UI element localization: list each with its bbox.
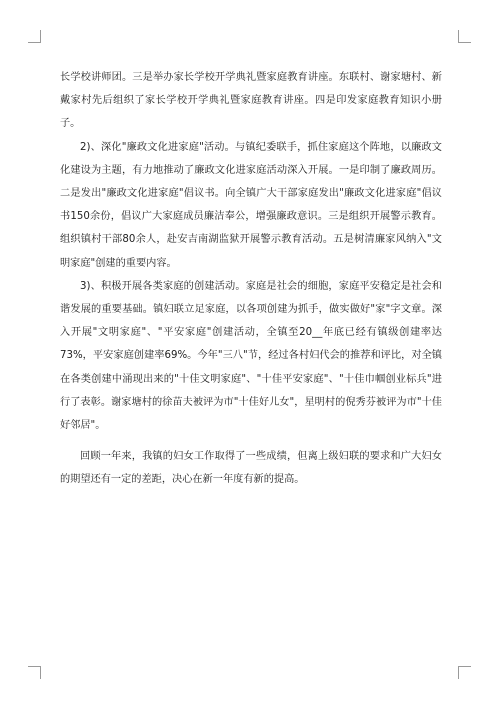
document-body — [60, 66, 442, 492]
crop-mark-bottom-left — [28, 666, 41, 679]
crop-mark-bottom-right — [458, 666, 471, 679]
crop-mark-top-right — [458, 30, 471, 43]
paragraph-family-creation: 3)、积极开展各类家庭的创建活动。家庭是社会的细胞，家庭平安稳定是社会和谐发展的重要基础。镇妇联立足家庭，以各项创建为抓手，做实做好"家"字文章。深入开展"文明家庭"、"平安家庭"创建活动，全镇至20__年底已经有镇级创建率达73%，平安家庭创建率69%。今年"三八"节，经过各村妇代会的推荐和评比，对全镇在各类创建中涌现出来的"十佳文明家庭"、"十佳平安家庭"、"十佳巾帼创业标兵"进行了表彰。谢家塘村的徐苗夫被评为市"十佳好儿女"，星明村的倪秀芬被评为市"十佳好邻居"。 — [60, 280, 442, 432]
paragraph-review: 回顾一年来，我镇的妇女工作取得了一些成绩，但离上级妇联的要求和广大妇女的期望还有一定的差距，决心在新一年度有新的提高。 — [60, 451, 442, 486]
crop-mark-top-left — [28, 30, 41, 43]
paragraph-integrity-culture: 2)、深化"廉政文化进家庭"活动。与镇纪委联手，抓住家庭这个阵地，以廉政文化建设为主题，有力地推动了廉政文化进家庭活动深入开展。一是印制了廉政周历。二是发出"廉政文化进家庭"倡议书。向全镇广大干部家庭发出"廉政文化进家庭"倡议书150余份，倡议广大家庭成员廉洁奉公，增强廉政意识。三是组织开展警示教育。组织镇村干部80余人，赴安吉南湖监狱开展警示教育活动。五是树清廉家风纳入"文明家庭"创建的重要内容。 — [60, 141, 442, 269]
paragraph-continuation: 长学校讲师团。三是举办家长学校开学典礼暨家庭教育讲座。东联村、谢家塘村、新戴家村先后组织了家长学校开学典礼暨家庭教育讲座。四是印发家庭教育知识小册子。 — [60, 72, 442, 130]
